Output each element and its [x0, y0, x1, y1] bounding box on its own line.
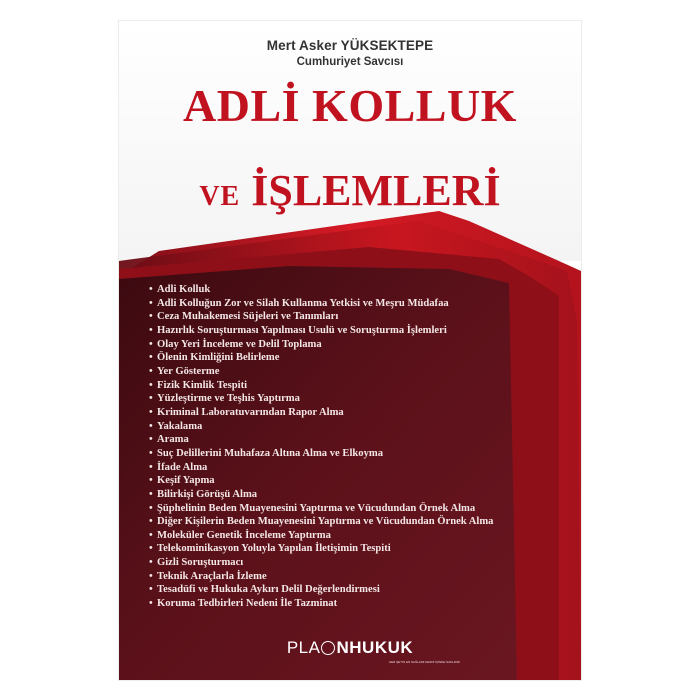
topic-item: • Adli Kolluk	[149, 283, 493, 297]
topic-item: • Bilirkişi Görüşü Alma	[149, 488, 493, 502]
topic-item: • Fizik Kimlik Tespiti	[149, 379, 493, 393]
author-name: Mert Asker YÜKSEKTEPE	[266, 38, 434, 53]
book-title-main: İŞLEMLERİ	[251, 166, 501, 215]
publisher-tagline: HER ŞEYİN EN SAĞLAMI KENDİ İÇİNDE SAKLIDIR	[389, 660, 460, 664]
topic-item: • Tesadüfi ve Hukuka Aykırı Delil Değerlendirmesi	[149, 583, 493, 597]
topic-item: • Teknik Araçlarla İzleme	[149, 570, 493, 584]
book-cover	[119, 21, 581, 680]
publisher-o-icon	[321, 641, 335, 655]
book-title-line1: ADLİ KOLLUK	[183, 80, 517, 131]
topic-list	[149, 283, 493, 611]
topic-item: • Şüphelinin Beden Muayenesini Yaptırma ve Vücudundan Örnek Alma	[149, 502, 493, 516]
topic-item: • Moleküler Genetik İnceleme Yaptırma	[149, 529, 493, 543]
topic-item: • Yer Gösterme	[149, 365, 493, 379]
publisher-name-part1: PLA	[286, 638, 321, 657]
author-title: Cumhuriyet Savcısı	[296, 56, 404, 68]
topic-item: • Arama	[149, 433, 493, 447]
topic-item: • Yakalama	[149, 420, 493, 434]
topic-item: • Hazırlık Soruşturması Yapılması Usulü ve Soruşturma İşlemleri	[149, 324, 493, 338]
topic-item: • Suç Delillerini Muhafaza Altına Alma ve Elkoyma	[149, 447, 493, 461]
topic-item: • Ceza Muhakemesi Süjeleri ve Tanımları	[149, 310, 493, 324]
topic-item: • Diğer Kişilerin Beden Muayenesini Yaptırma ve Vücudundan Örnek Alma	[149, 515, 493, 529]
topic-item: • Adli Kolluğun Zor ve Silah Kullanma Yetkisi ve Meşru Müdafaa	[149, 297, 493, 311]
topic-item: • Telekominikasyon Yoluyla Yapılan İletişimin Tespiti	[149, 542, 493, 556]
topic-item: • Olay Yeri İnceleme ve Delil Toplama	[149, 338, 493, 352]
topic-item: • Keşif Yapma	[149, 474, 493, 488]
topic-item: • Koruma Tedbirleri Nedeni İle Tazminat	[149, 597, 493, 611]
topic-item: • Kriminal Laboratuvarından Rapor Alma	[149, 406, 493, 420]
book-title-prefix: VE	[199, 181, 241, 212]
topic-item: • Ölenin Kimliğini Belirleme	[149, 351, 493, 365]
topic-item: • Gizli Soruşturmacı	[149, 556, 493, 570]
topic-item: • Yüzleştirme ve Teşhis Yaptırma	[149, 392, 493, 406]
publisher-name-part2: NHUKUK	[336, 638, 414, 657]
topic-item: • İfade Alma	[149, 461, 493, 475]
publisher-logo	[119, 638, 581, 658]
